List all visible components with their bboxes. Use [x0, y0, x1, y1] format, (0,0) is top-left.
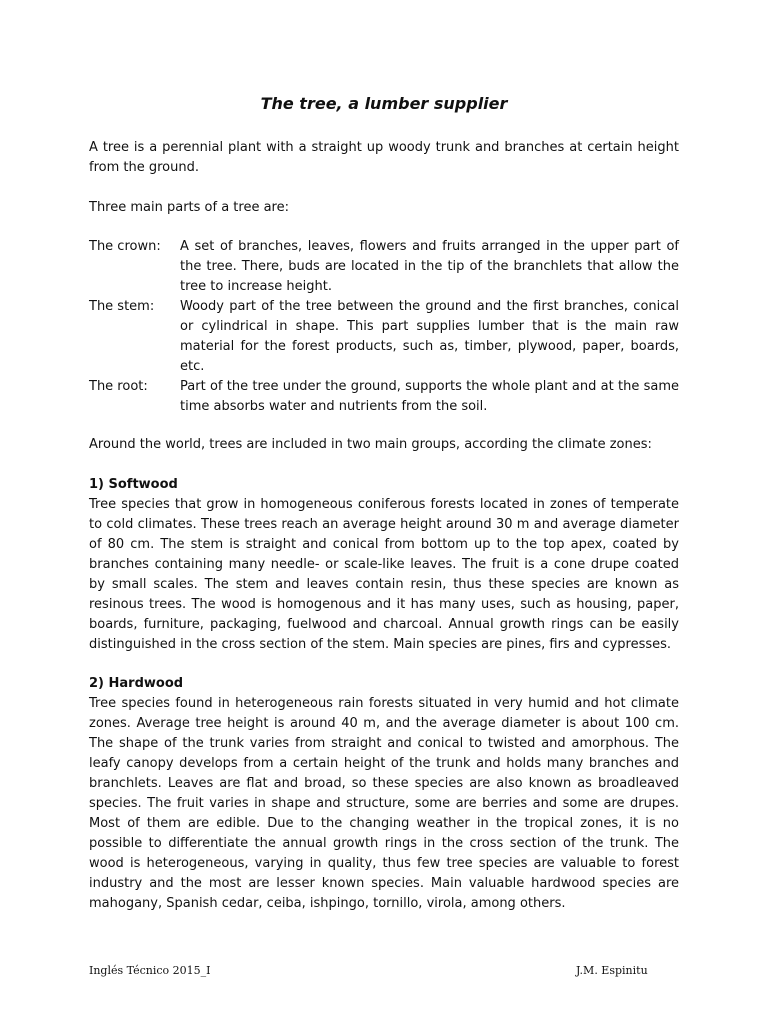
groups-paragraph: Around the world, trees are included in two main groups, according the climate zones: — [89, 437, 652, 452]
page-title: The tree, a lumber supplier — [260, 94, 508, 113]
part-term: The stem: — [89, 299, 155, 314]
part-definition: Part of the tree under the ground, supports the whole plant and at the same time absorbs water and nutrients from the soil. — [180, 379, 679, 414]
part-item-stem — [89, 297, 679, 377]
part-definition: A set of branches, leaves, flowers and fruits arranged in the upper part of the tree. There, buds are located in the tip of the branchlets that allow the tree to increase height. — [180, 239, 679, 294]
intro-paragraph: A tree is a perennial plant with a straight up woody trunk and branches at certain height from the ground. — [89, 140, 679, 175]
footer-course: Inglés Técnico 2015_I — [89, 964, 211, 977]
softwood-paragraph: Tree species that grow in homogeneous coniferous forests located in zones of temperate to cold climates. These trees reach an average height around 30 m and average diameter of 80 cm. The stem is straight and conical from bottom up to the top apex, coated by branches containing many needle- or scale-like leaves. The fruit is a cone drupe coated by small scales. The stem and leaves contain resin, thus these species are known as resinous trees. The wood is homogenous and it has many uses, such as housing, paper, boards, furniture, packaging, fuelwood and charcoal. Annual growth rings can be easily distinguished in the cross section of the stem. Main species are pines, firs and cypresses. — [89, 497, 679, 652]
part-term: The crown: — [89, 239, 161, 254]
tree-parts-list — [89, 237, 679, 417]
softwood-heading: 1) Softwood — [89, 477, 178, 492]
footer-author: J.M. Espinitu — [576, 964, 648, 977]
hardwood-paragraph: Tree species found in heterogeneous rain forests situated in very humid and hot climate zones. Average tree height is around 40 m, and the average diameter is about 100 cm. The shape of the trunk varies from straight and conical to twisted and amorphous. The leafy canopy develops from a certain height of the trunk and holds many branches and branchlets. Leaves are flat and broad, so these species are also known as broadleaved species. The fruit varies in shape and structure, some are berries and some are drupes. Most of them are edible. Due to the changing weather in the tropical zones, it is no possible to differentiate the annual growth rings in the cross section of the trunk. The wood is heterogeneous, varying in quality, thus few tree species are valuable to forest industry and the most are lesser known species. Main valuable hardwood species are mahogany, Spanish cedar, ceiba, ishpingo, tornillo, virola, among others. — [89, 696, 679, 911]
hardwood-heading: 2) Hardwood — [89, 676, 184, 691]
parts-lead-paragraph: Three main parts of a tree are: — [89, 200, 289, 215]
part-definition: Woody part of the tree between the ground and the first branches, conical or cylindrical in shape. This part supplies lumber that is the main raw material for the forest products, such as, timber, plywood, paper, boards, etc. — [180, 299, 679, 374]
part-term: The root: — [89, 379, 148, 394]
part-item-root — [89, 377, 679, 417]
part-item-crown — [89, 237, 679, 297]
